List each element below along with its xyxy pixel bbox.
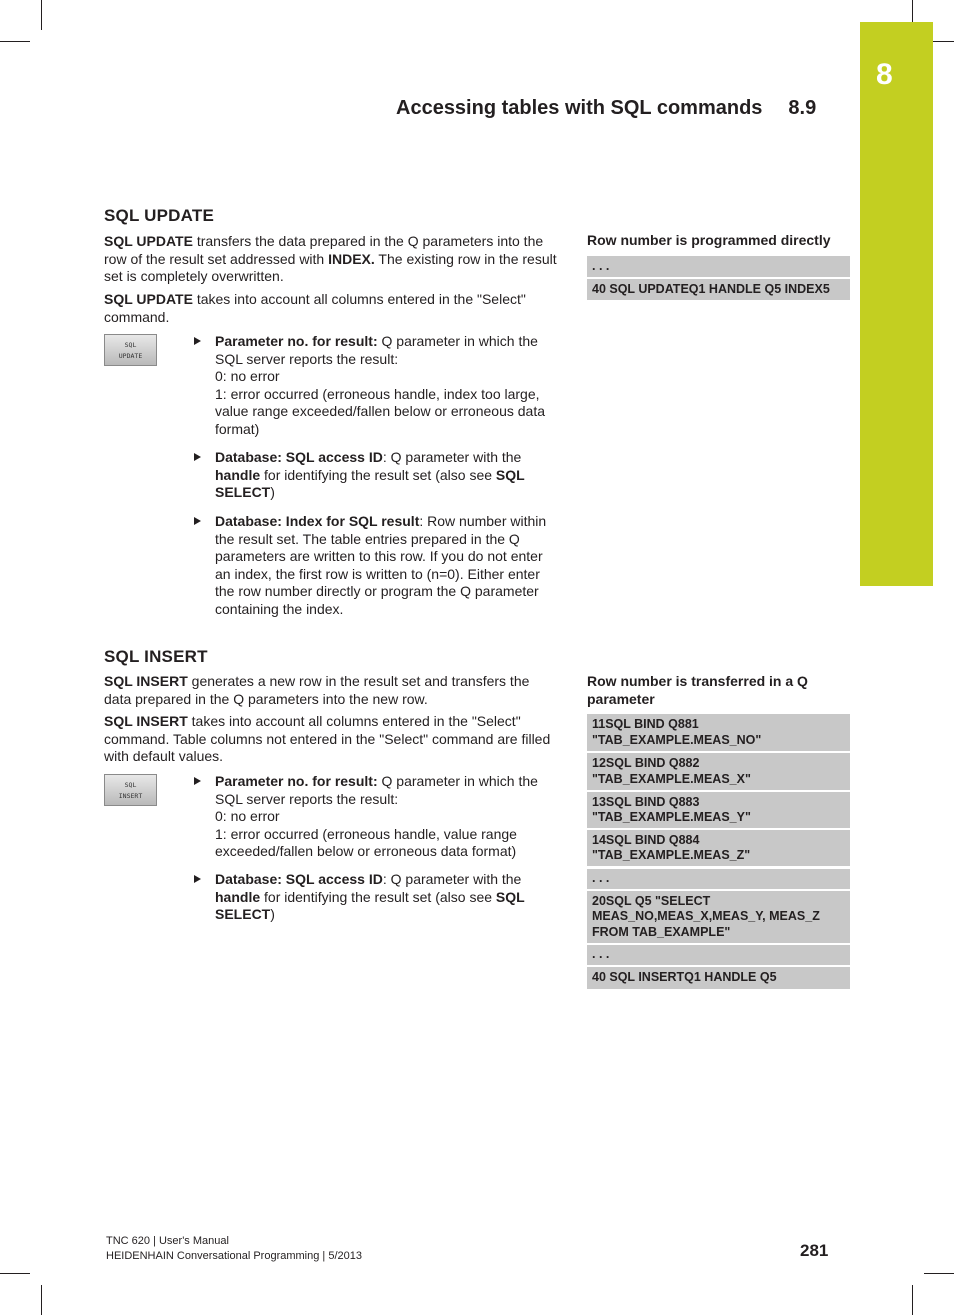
code-line <box>587 753 850 790</box>
keyword: SQL UPDATE <box>104 233 193 249</box>
text: Q parameter in which the SQL server reports the result: <box>215 773 538 807</box>
sql-insert-heading: SQL INSERT <box>104 647 208 666</box>
sql-update-softkey[interactable] <box>104 334 157 366</box>
update-param-result <box>194 333 556 439</box>
bullet-arrow-icon <box>194 875 201 883</box>
text: ) <box>270 484 275 501</box>
softkey-label: INSERT <box>118 792 143 800</box>
text: generates a new row in the result set and transfers the data prepared in the Q parameters into the new row. <box>104 673 530 707</box>
text: takes into account all columns entered in the "Select" command. <box>104 291 526 325</box>
crop-mark <box>41 0 42 30</box>
code-text: . . . <box>592 947 610 962</box>
code-text: . . . <box>592 871 610 886</box>
sql-insert-softkey[interactable] <box>104 774 157 806</box>
code-line <box>587 792 850 828</box>
keyword: INDEX. <box>328 250 375 267</box>
code-text: 20SQL Q5 "SELECT <box>592 893 711 908</box>
sql-insert-intro <box>104 673 559 708</box>
update-param-access-id <box>194 449 556 502</box>
code-text: . . . <box>592 258 610 273</box>
insert-param-access-id <box>194 871 556 924</box>
crop-mark <box>912 1285 913 1315</box>
keyword: SQL INSERT <box>104 673 188 689</box>
footer-edition: HEIDENHAIN Conversational Programming | 5/2013 <box>106 1249 362 1262</box>
keyword: SQL SELECT <box>215 888 525 923</box>
crop-mark <box>0 1273 30 1274</box>
text: The existing row in the result set is completely overwritten. <box>104 250 557 285</box>
code-line <box>587 945 850 965</box>
update-param-index <box>194 513 556 619</box>
text: for identifying the result set (also see <box>260 888 496 905</box>
keyword: handle <box>215 888 261 905</box>
footer-manual: TNC 620 | User's Manual <box>106 1235 229 1247</box>
text: 0: no error <box>215 368 280 385</box>
keyword: handle <box>215 466 261 483</box>
crop-mark <box>41 1285 42 1315</box>
text: 1: error occurred (erroneous handle, value range exceeded/fallen below or erroneous data format) <box>215 825 517 860</box>
chapter-tab <box>860 22 933 586</box>
code-line <box>587 967 850 989</box>
bullet-arrow-icon <box>194 453 201 461</box>
sql-update-heading: SQL UPDATE <box>104 206 214 225</box>
running-header <box>396 97 816 120</box>
keyword: SQL UPDATE <box>104 291 193 307</box>
code-line <box>587 279 850 300</box>
bullet-arrow-icon <box>194 777 201 785</box>
code-text: 40 SQL INSERTQ1 HANDLE Q5 <box>592 970 777 985</box>
text: transfers the data prepared in the Q parameters into the row of the result set addressed with <box>104 233 544 267</box>
code-line <box>587 891 850 943</box>
code-text: "TAB_EXAMPLE.MEAS_Z" <box>592 848 751 862</box>
header-section: 8.9 <box>788 97 817 119</box>
page-number: 281 <box>800 1241 829 1260</box>
code-text: 14SQL BIND Q884 <box>592 832 700 847</box>
bullet-arrow-icon <box>194 337 201 345</box>
softkey-label: UPDATE <box>118 352 143 360</box>
insert-param-result <box>194 773 556 861</box>
text: for identifying the result set (also see <box>260 466 496 483</box>
header-title: Accessing tables with SQL commands <box>396 97 763 119</box>
sql-update-columns <box>104 291 559 326</box>
param-label: Parameter no. for result: <box>215 773 378 789</box>
code-text: "TAB_EXAMPLE.MEAS_X" <box>592 771 751 786</box>
code-line <box>587 830 850 866</box>
text: 1: error occurred (erroneous handle, index too large, value range exceeded/fallen below or erroneous data format) <box>215 385 546 437</box>
code-text: 13SQL BIND Q883 <box>592 794 700 809</box>
keyword: SQL INSERT <box>104 713 188 729</box>
code-line <box>587 869 850 889</box>
crop-mark <box>0 41 30 42</box>
page-footer <box>106 1234 362 1263</box>
param-label: Database: SQL access ID <box>215 871 383 887</box>
sql-insert-columns <box>104 713 559 766</box>
code-text: "TAB_EXAMPLE.MEAS_NO" <box>592 732 762 747</box>
bullet-arrow-icon <box>194 517 201 525</box>
chapter-number: 8 <box>876 58 893 91</box>
text: : Row number within the result set. The table entries prepared in the Q parameters are written to this row. If you do not enter an index, the first row is written to (n=0). Either enter the row number directly or program the Q parameter containing the index. <box>215 513 547 617</box>
code-text: 11SQL BIND Q881 <box>592 717 699 731</box>
param-label: Database: SQL access ID <box>215 449 383 465</box>
text: : Q parameter with the <box>382 449 522 465</box>
keyword: SQL SELECT <box>215 466 525 501</box>
softkey-label: SQL <box>124 781 137 789</box>
code-text: MEAS_NO,MEAS_X,MEAS_Y, MEAS_Z <box>592 909 820 924</box>
crop-mark <box>924 1273 954 1274</box>
text: 0: no error <box>215 808 280 825</box>
text: takes into account all columns entered in the "Select" command. Table columns not entered in the "Select" command are filled with default values. <box>104 713 551 765</box>
code-text: FROM TAB_EXAMPLE" <box>592 924 731 939</box>
code-text: "TAB_EXAMPLE.MEAS_Y" <box>592 810 751 824</box>
insert-example-heading: Row number is transferred in a Q parameter <box>587 673 808 707</box>
text: ) <box>270 906 275 923</box>
param-label: Database: Index for SQL result <box>215 513 420 529</box>
softkey-label: SQL <box>124 341 137 349</box>
update-example-heading: Row number is programmed directly <box>587 232 831 248</box>
code-line <box>587 256 850 277</box>
param-label: Parameter no. for result: <box>215 333 378 349</box>
sql-update-intro <box>104 233 559 286</box>
code-text: 12SQL BIND Q882 <box>592 756 700 770</box>
text: Q parameter in which the SQL server reports the result: <box>215 333 538 367</box>
code-text: 40 SQL UPDATEQ1 HANDLE Q5 INDEX5 <box>592 281 830 296</box>
code-line <box>587 714 850 751</box>
text: : Q parameter with the <box>382 871 522 887</box>
